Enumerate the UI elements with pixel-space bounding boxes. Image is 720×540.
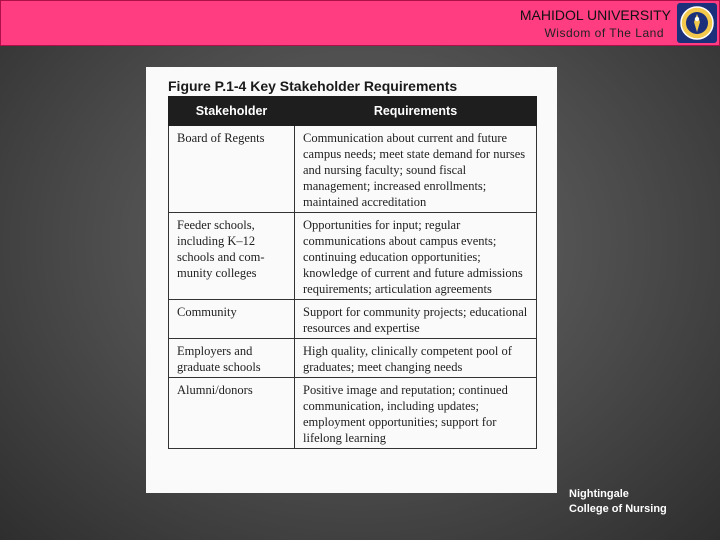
college-name	[569, 487, 667, 517]
header-bar	[0, 0, 720, 46]
university-motto: Wisdom of The Land	[544, 26, 664, 40]
figure-card	[146, 67, 557, 493]
stakeholder-cell: Feeder schools, including K–12 schools and com-munity colleges	[169, 213, 295, 300]
requirements-cell: Opportunities for input; regular communications about campus events; continuing education opportunities; knowledge of current and future admissions requirements; articulation agreements	[295, 213, 537, 300]
table-header-row	[169, 97, 537, 126]
column-header-requirements: Requirements	[295, 97, 537, 126]
requirements-cell: High quality, clinically competent pool of graduates; meet changing needs	[295, 339, 537, 378]
stakeholder-cell: Board of Regents	[169, 126, 295, 213]
stakeholder-cell: Alumni/donors	[169, 378, 295, 449]
stakeholder-cell: Employers and graduate schools	[169, 339, 295, 378]
table-row	[169, 378, 537, 449]
requirements-cell: Communication about current and future campus needs; meet state demand for nurses and nursing faculty; sound fiscal management; increased enrollments; maintained accreditation	[295, 126, 537, 213]
column-header-stakeholder: Stakeholder	[169, 97, 295, 126]
college-name-line1: Nightingale	[569, 488, 629, 500]
table-row	[169, 126, 537, 213]
stakeholder-cell: Community	[169, 300, 295, 339]
university-name: MAHIDOL UNIVERSITY	[519, 7, 671, 23]
table-row	[169, 300, 537, 339]
figure-title: Figure P.1-4 Key Stakeholder Requirements	[168, 78, 458, 94]
requirements-cell: Positive image and reputation; continued communication, including updates; employment opportunities; support for lifelong learning	[295, 378, 537, 449]
college-name-line2: College of Nursing	[569, 503, 667, 515]
university-seal-icon	[677, 3, 717, 43]
table-row	[169, 213, 537, 300]
stakeholder-requirements-table	[168, 96, 537, 449]
table-row	[169, 339, 537, 378]
requirements-cell: Support for community projects; educational resources and expertise	[295, 300, 537, 339]
